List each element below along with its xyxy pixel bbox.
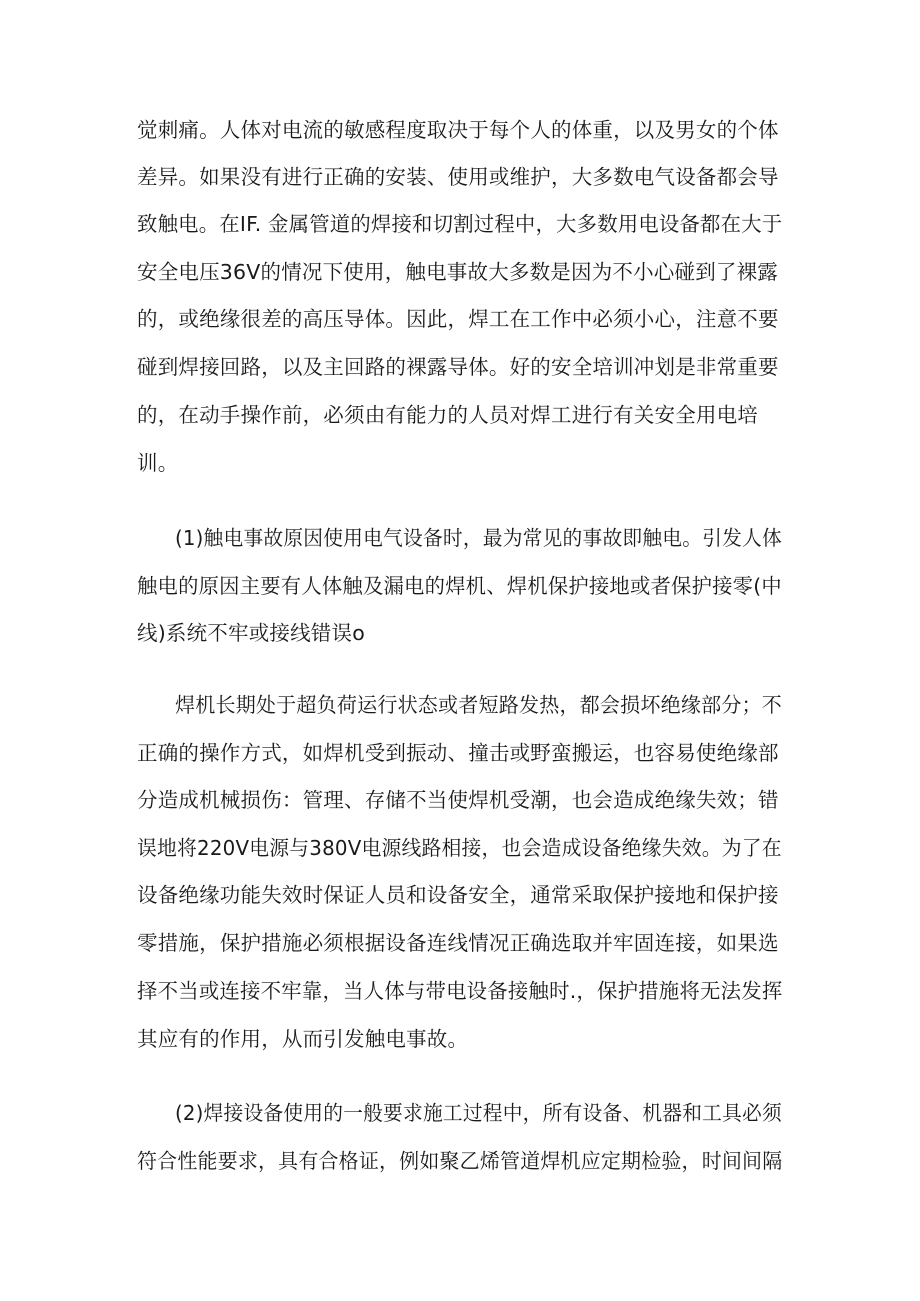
text-line: 线)系统不牢或接线错误o	[137, 621, 365, 645]
text-line: 安全电压36V的情况下使用，触电事故大多数是因为不小心碰到了裸露	[137, 260, 779, 284]
text-line: 正确的操作方式，如焊机受到振动、撞击或野蛮搬运，也容易使绝缘部	[137, 741, 779, 765]
text-line: (1)触电事故原因使用电气设备时，最为常见的事故即触电。引发人体	[175, 526, 782, 550]
text-line: 致触电。在IF. 金属管道的焊接和切割过程中，大多数用电设备都在大于	[137, 212, 783, 236]
text-line: 触电的原因主要有人体触及漏电的焊机、焊机保护接地或者保护接零(中	[137, 574, 782, 598]
text-line: 设备绝缘功能失效时保证人员和设备安全，通常采取保护接地和保护接	[137, 883, 779, 907]
text-line: 觉刺痛。人体对电流的敏感程度取决于每个人的体重，以及男女的个体	[137, 118, 779, 142]
text-line: 的，在动手操作前，必须由有能力的人员对焊工进行有关安全用电培	[137, 403, 758, 427]
text-line: (2)焊接设备使用的一般要求施工过程中，所有设备、机器和工具必须	[175, 1101, 782, 1125]
text-line: 误地将220V电源与380V电源线路相接，也会造成设备绝缘失效。为了在	[137, 836, 782, 860]
text-line: 训。	[137, 451, 179, 475]
text-line: 择不当或连接不牢靠，当人体与带电设备接触时.，保护措施将无法发挥	[137, 979, 783, 1003]
text-line: 分造成机械损伤：管理、存储不当使焊机受潮，也会造成绝缘失效；错	[137, 788, 779, 812]
text-line: 差异。如果没有进行正确的安装、使用或维护，大多数电气设备都会导	[137, 165, 779, 189]
text-line: 焊机长期处于超负荷运行状态或者短路发热，都会损坏绝缘部分；不	[175, 693, 783, 717]
text-line: 符合性能要求，具有合格证，例如聚乙烯管道焊机应定期检验，时间间隔	[137, 1149, 783, 1173]
text-line: 其应有的作用，从而引发触电事故。	[137, 1027, 469, 1051]
text-line: 碰到焊接回路，以及主回路的裸露导体。好的安全培训冲划是非常重要	[137, 355, 779, 379]
text-line: 的，或绝缘很差的高压导体。因此，焊工在工作中必须小心，注意不要	[137, 307, 779, 331]
text-line: 零措施，保护措施必须根据设备连线情况正确选取并牢固连接，如果选	[137, 931, 779, 955]
